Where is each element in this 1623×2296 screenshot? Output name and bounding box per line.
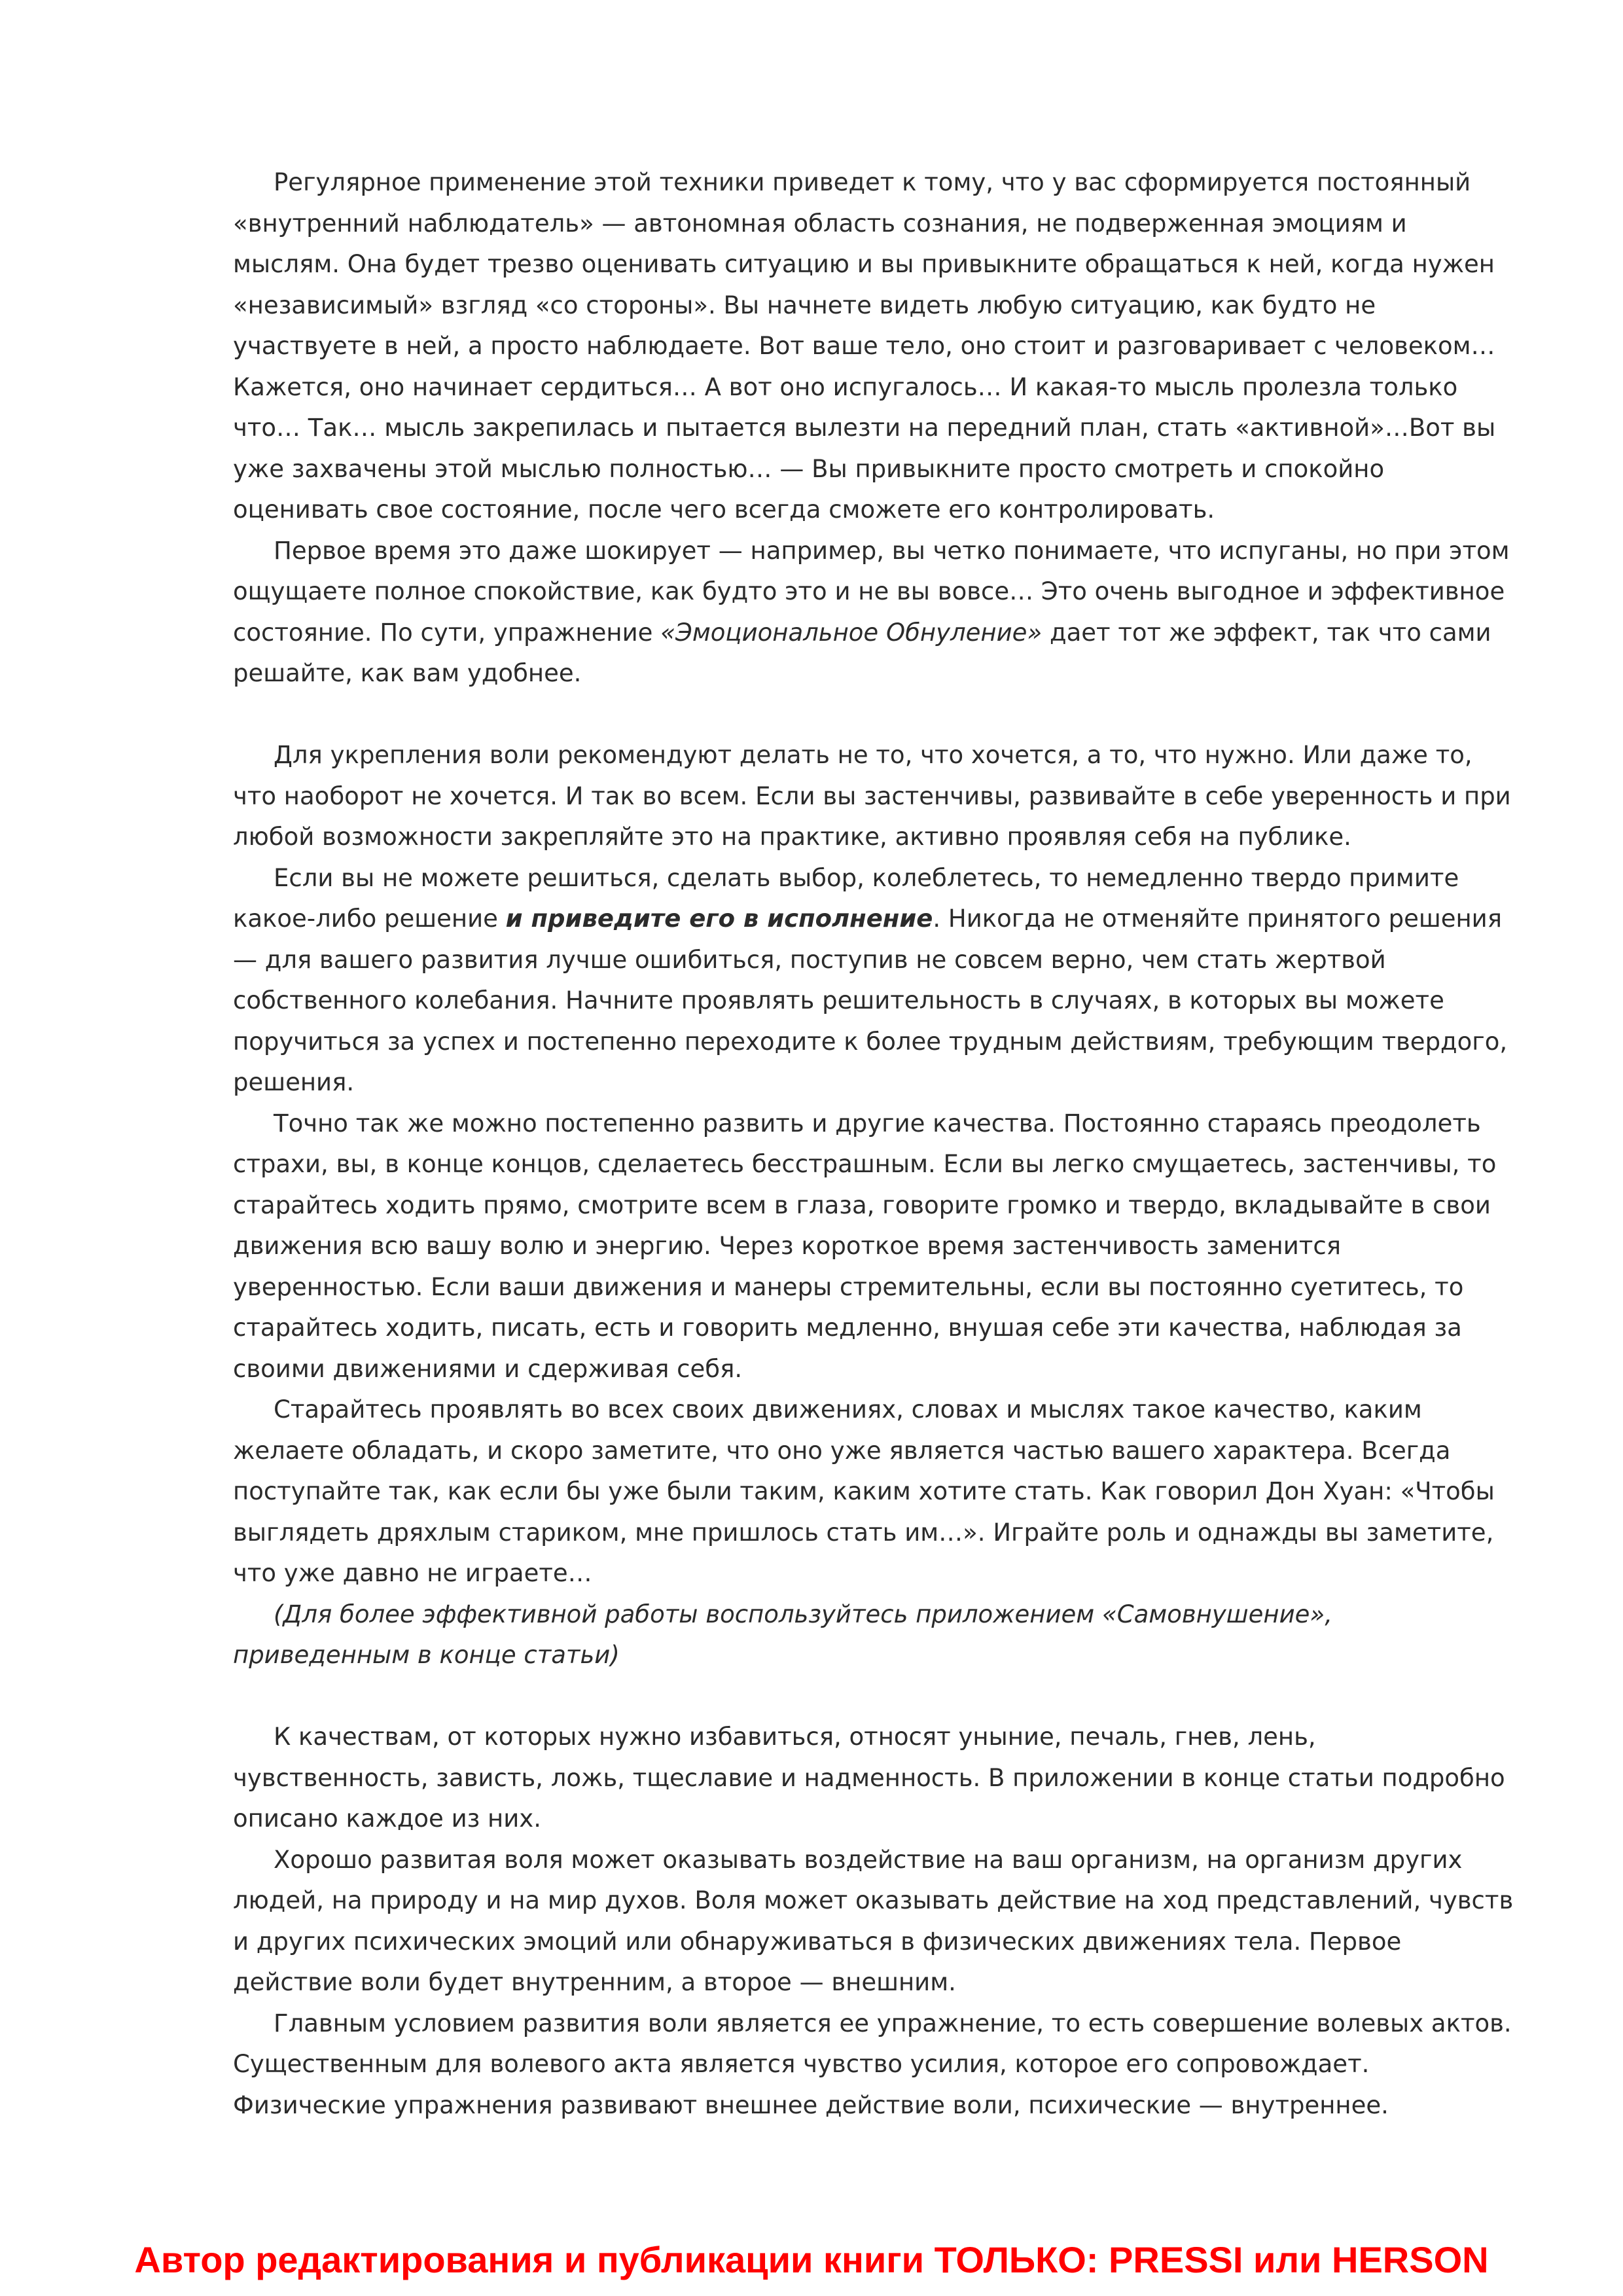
italic-text: (Для более эффективной работы воспользуйтесь приложением «Самовнушение», приведенным в конце статьи) xyxy=(233,1600,1332,1669)
paragraph xyxy=(233,531,1516,694)
paragraph xyxy=(233,1390,1516,1594)
text-run: Главным условием развития воли является ее упражнение, то есть совершение волевых актов. Существенным для волевого акта является чувство усилия, которое его сопровождает. Физические упражнения развивают внешнее действие воли, психические — внутреннее. xyxy=(233,2009,1512,2119)
text-run: Хорошо развитая воля может оказывать воздействие на ваш организм, на организм других людей, на природу и на мир духов. Воля может оказывать действие на ход представлений, чувств и других психических эмоций или обнаруживаться в физических движениях тела. Первое действие воли будет внутренним, а второе — внешним. xyxy=(233,1845,1514,1996)
paragraph xyxy=(233,1103,1516,1390)
text-run: Если вы не можете решиться, сделать выбор, колеблетесь, то немедленно твердо примите какое-либо решение xyxy=(233,863,1459,933)
text-run: . Никогда не отменяйте принятого решения — для вашего развития лучше ошибиться, поступив не совсем верно, чем стать жертвой собственного колебания. Начните проявлять решительность в случаях, в которых вы можете поручиться за успех и постепенно переходите к более трудным действиям, требующим твердого, решения. xyxy=(233,905,1508,1096)
text-run: Старайтесь проявлять во всех своих движениях, словах и мыслях такое качество, каким желаете обладать, и скоро заметите, что оно уже является частью вашего характера. Всегда поступайте так, как если бы уже были таким, каким хотите стать. Как говорил Дон Хуан: «Чтобы выглядеть дряхлым стариком, мне пришлось стать им…». Играйте роль и однажды вы заметите, что уже давно не играете… xyxy=(233,1395,1495,1587)
emphasis-text: и приведите его в исполнение xyxy=(505,905,933,933)
text-run: Для укрепления воли рекомендуют делать не то, что хочется, а то, что нужно. Или даже то, что наоборот не хочется. И так во всем. Если вы застенчивы, развивайте в себе уверенность и при любой возможности закрепляйте это на практике, активно проявляя себя на публике. xyxy=(233,741,1511,851)
document-body xyxy=(233,162,1516,2126)
text-run: Точно так же можно постепенно развить и другие качества. Постоянно стараясь преодолеть страхи, вы, в конце концов, сделаетесь бесстрашным. Если вы легко смущаетесь, застенчивы, то старайтесь ходить прямо, смотрите всем в глаза, говорите громко и твердо, вкладывайте в свои движения всю вашу волю и энергию. Через короткое время застенчивость заменится уверенностью. Если ваши движения и манеры стремительны, если вы постоянно суетитесь, то старайтесь ходить, писать, есть и говорить медленно, внушая себе эти качества, наблюдая за своими движениями и сдерживая себя. xyxy=(233,1109,1497,1383)
note-paragraph xyxy=(233,1594,1516,1676)
paragraph xyxy=(233,1840,1516,2003)
text-run: К качествам, от которых нужно избавиться, относят уныние, печаль, гнев, лень, чувственность, зависть, ложь, тщеславие и надменность. В приложении в конце статьи подробно описано каждое из них. xyxy=(233,1723,1505,1833)
publisher-footer: Автор редактирования и публикации книги ТОЛЬКО: PRESSI или HERSON xyxy=(134,2239,1489,2280)
text-run: Первое время это даже шокирует — например, вы четко понимаете, что испуганы, но при этом ощущаете полное спокойствие, как будто это и не вы вовсе… Это очень выгодное и эффективное состояние. По сути, упражнение xyxy=(233,536,1510,647)
paragraph xyxy=(233,858,1516,1103)
text-run: дает тот же эффект, так что сами решайте, как вам удобнее. xyxy=(233,618,1491,687)
italic-text: «Эмоциональное Обнуление» xyxy=(660,618,1043,647)
paragraph xyxy=(233,2003,1516,2126)
paragraph xyxy=(233,162,1516,531)
paragraph xyxy=(233,735,1516,858)
paragraph xyxy=(233,1717,1516,1840)
text-run: Регулярное применение этой техники приведет к тому, что у вас сформируется постоянный «внутренний наблюдатель» — автономная область сознания, не подверженная эмоциям и мыслям. Она будет трезво оценивать ситуацию и вы привыкните обращаться к ней, когда нужен «независимый» взгляд «со стороны». Вы начнете видеть любую ситуацию, как будто не участвуете в ней, а просто наблюдаете. Вот ваше тело, оно стоит и разговаривает с человеком… Кажется, оно начинает сердиться… А вот оно испугалось… И какая-то мысль пролезла только что… Так… мысль закрепилась и пытается вылезти на передний план, стать «активной»…Вот вы уже захвачены этой мыслью полностью… — Вы привыкните просто смотреть и спокойно оценивать свое состояние, после чего всегда сможете его контролировать. xyxy=(233,168,1496,524)
